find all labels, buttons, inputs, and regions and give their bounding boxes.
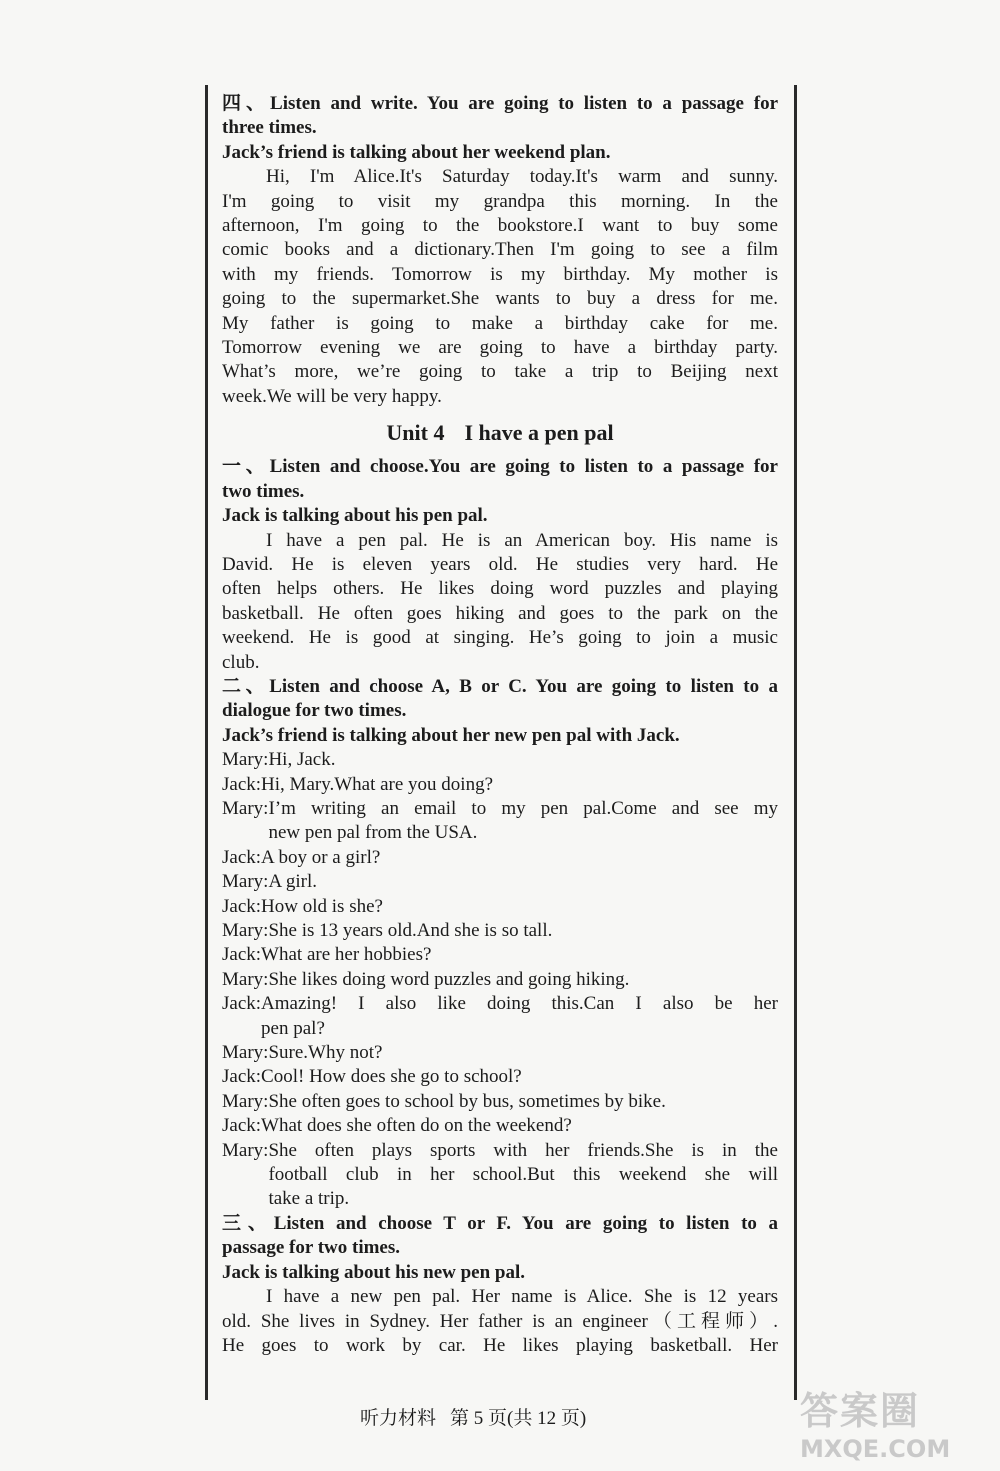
speaker: Jack:	[222, 993, 262, 1015]
passage-line: weekend. He is good at singing. He’s going to join a music	[222, 627, 778, 649]
passage-line: often helps others. He likes doing word puzzles and playing	[222, 578, 778, 600]
speaker: Jack:	[222, 773, 262, 795]
section-heading-cont: three times.	[222, 117, 317, 139]
dialogue-line	[222, 992, 778, 1041]
dialogue-line	[222, 1139, 778, 1212]
section-heading-cont: passage for two times.	[222, 1237, 401, 1259]
dialogue-line	[222, 919, 778, 943]
section-listen-and-choose-abc	[222, 675, 778, 1212]
passage-line: Tomorrow evening we are going to have a birthday party.	[222, 337, 778, 359]
section-heading: 二、Listen and choose A, B or C. You are going to listen to a	[222, 675, 778, 697]
section-heading: 一、Listen and choose.You are going to listen to a passage for	[222, 456, 778, 478]
page-number: 第 5 页(共 12 页)	[450, 1408, 587, 1429]
passage-line: week.We will be very happy.	[222, 385, 442, 407]
section-listen-and-choose-1	[222, 455, 778, 675]
section-listen-and-write	[222, 92, 778, 409]
speaker: Mary:	[222, 920, 269, 941]
passage-line: with my friends. Tomorrow is my birthday. My mother is	[222, 263, 778, 285]
section-heading: 四、Listen and write. You are going to listen to a passage for	[222, 93, 778, 114]
passage-line: old. She lives in Sydney. Her father is an engineer（工程师）.	[222, 1310, 778, 1332]
utterance: Hi, Mary.What are you doing?	[261, 773, 494, 795]
section-context: Jack is talking about his new pen pal.	[222, 1261, 526, 1283]
passage-line: club.	[222, 651, 260, 673]
section-heading: 三、Listen and choose T or F. You are going to listen to a	[222, 1212, 778, 1234]
utterance: She often goes to school by bus, sometimes by bike.	[268, 1090, 666, 1112]
section-context: Jack’s friend is talking about her new pen pal with Jack.	[222, 724, 680, 746]
dialogue-line	[222, 870, 778, 894]
speaker: Mary:	[222, 1090, 269, 1112]
watermark-seal: 答案圈	[800, 1389, 921, 1433]
dialogue-line	[222, 748, 778, 772]
unit-name: I have a pen pal	[464, 420, 614, 446]
speaker: Mary:	[222, 1139, 269, 1161]
section-context: Jack is talking about his pen pal.	[222, 505, 488, 527]
utterance-cont: new pen pal from the USA.	[268, 822, 478, 844]
utterance: Cool! How does she go to school?	[261, 1066, 522, 1088]
utterance: What does she often do on the weekend?	[261, 1115, 572, 1137]
passage-line: What’s more, we’re going to take a trip to Beijing next	[222, 361, 778, 383]
utterance: She often plays sports with her friends.She is in the	[268, 1139, 778, 1161]
section-heading-cont: two times.	[222, 480, 305, 502]
passage-line: afternoon, I'm going to the bookstore.I want to buy some	[222, 215, 778, 237]
speaker: Mary:	[222, 968, 269, 990]
page-footer	[360, 1403, 600, 1430]
utterance: She likes doing word puzzles and going hiking.	[268, 968, 630, 990]
speaker: Jack:	[222, 895, 262, 917]
dialogue-line	[222, 797, 778, 846]
passage-line: He goes to work by car. He likes playing basketball. Her	[222, 1334, 778, 1356]
section-listen-and-choose-tf	[222, 1212, 778, 1358]
speaker: Jack:	[222, 1115, 262, 1137]
dialogue-line	[222, 1090, 778, 1114]
speaker: Jack:	[222, 944, 262, 966]
right-margin-rule	[794, 85, 797, 1400]
speaker: Mary:	[222, 871, 269, 893]
speaker: Mary:	[222, 749, 269, 771]
dialogue-line	[222, 846, 778, 870]
dialogue-line	[222, 1065, 778, 1089]
speaker: Jack:	[222, 846, 262, 868]
speaker: Mary:	[222, 1042, 269, 1064]
utterance: A boy or a girl?	[261, 846, 381, 868]
utterance: She is 13 years old.And she is so tall.	[268, 920, 553, 941]
passage-line: I have a new pen pal. Her name is Alice. She is 12 years	[266, 1286, 778, 1308]
utterance: A girl.	[268, 871, 317, 893]
passage-line: I have a pen pal. He is an American boy. His name is	[266, 529, 778, 551]
passage-line: My father is going to make a birthday cake for me.	[222, 312, 778, 334]
passage-line: comic books and a dictionary.Then I'm going to see a film	[222, 239, 778, 261]
passage-line: Hi, I'm Alice.It's Saturday today.It's warm and sunny.	[266, 166, 778, 188]
utterance: I’m writing an email to my pen pal.Come and see my	[268, 797, 778, 819]
left-margin-rule	[205, 85, 208, 1400]
section-heading-cont: dialogue for two times.	[222, 700, 407, 722]
passage-line: basketball. He often goes hiking and goes to the park on the	[222, 602, 778, 624]
utterance-cont: pen pal?	[261, 1017, 325, 1039]
unit-number: Unit 4	[386, 420, 445, 446]
utterance: What are her hobbies?	[261, 944, 432, 966]
dialogue-line	[222, 1041, 778, 1065]
unit-title	[222, 419, 778, 447]
dialogue-line	[222, 895, 778, 919]
utterance: How old is she?	[261, 895, 383, 917]
utterance-cont: football club in her school.But this weekend she will	[268, 1164, 778, 1186]
dialogue-line	[222, 1114, 778, 1138]
speaker: Jack:	[222, 1066, 262, 1088]
passage-line: David. He is eleven years old. He studies very hard. He	[222, 553, 778, 575]
utterance-cont: take a trip.	[268, 1188, 350, 1210]
passage-line: I'm going to visit my grandpa this morning. In the	[222, 190, 778, 212]
utterance: Amazing! I also like doing this.Can I also be her	[261, 993, 778, 1015]
footer-label: 听力材料	[360, 1408, 437, 1429]
utterance: Sure.Why not?	[268, 1042, 383, 1064]
watermark-url: MXQE.COM	[800, 1435, 951, 1463]
section-context: Jack’s friend is talking about her weekend plan.	[222, 141, 611, 163]
text-column	[222, 92, 778, 1358]
speaker: Mary:	[222, 797, 269, 819]
dialogue-line	[222, 943, 778, 967]
dialogue-line	[222, 968, 778, 992]
utterance: Hi, Jack.	[268, 749, 336, 771]
watermark-logo	[800, 1380, 990, 1465]
passage-line: going to the supermarket.She wants to buy a dress for me.	[222, 288, 778, 310]
dialogue-line	[222, 773, 778, 797]
